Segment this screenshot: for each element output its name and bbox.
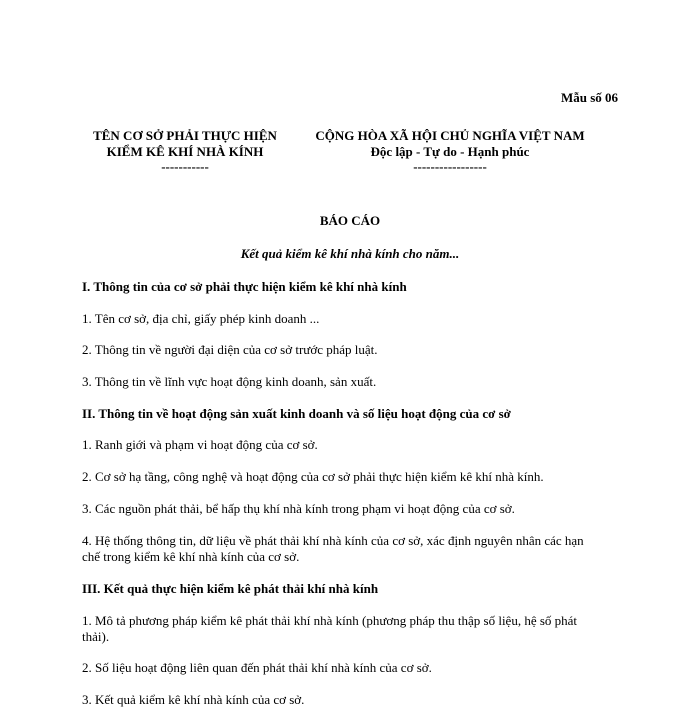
form-number: Mẫu số 06 — [560, 90, 618, 105]
national-motto: Độc lập - Tự do - Hạnh phúc — [370, 144, 530, 159]
section-1-item-1: 1. Tên cơ sở, địa chỉ, giấy phép kinh doanh ... — [82, 311, 320, 326]
organization-divider: ----------- — [161, 159, 209, 174]
document-title: BÁO CÁO — [319, 213, 381, 228]
national-divider: ----------------- — [413, 159, 487, 174]
section-3-item-3: 3. Kết quả kiểm kê khí nhà kính của cơ sở. — [82, 692, 305, 707]
national-header — [295, 128, 605, 174]
section-3-item-1-line-1: 1. Mô tả phương pháp kiểm kê phát thải khí nhà kính (phương pháp thu thập số liệu, hệ số phát — [82, 613, 578, 628]
section-3-item-2: 2. Số liệu hoạt động liên quan đến phát thải khí nhà kính của cơ sở. — [82, 660, 432, 675]
section-1-item-3: 3. Thông tin về lĩnh vực hoạt động kinh doanh, sản xuất. — [82, 374, 377, 389]
organization-header — [70, 128, 300, 174]
section-2-item-2: 2. Cơ sở hạ tầng, công nghệ và hoạt động của cơ sở phải thực hiện kiểm kê khí nhà kính. — [82, 469, 544, 484]
section-2-item-4-line-2: chế trong kiểm kê khí nhà kính của cơ sở. — [82, 549, 300, 564]
section-2-item-1: 1. Ranh giới và phạm vi hoạt động của cơ sở. — [82, 437, 318, 452]
section-3-item-1-line-2: thải). — [82, 629, 110, 644]
organization-name-line-2: KIỂM KÊ KHÍ NHÀ KÍNH — [106, 144, 264, 159]
section-2-item-4-line-1: 4. Hệ thống thông tin, dữ liệu về phát thải khí nhà kính của cơ sở, xác định nguyên nhân các hạn — [82, 533, 584, 548]
section-2-item-3: 3. Các nguồn phát thải, bể hấp thụ khí nhà kính trong phạm vi hoạt động của cơ sở. — [82, 501, 515, 516]
section-2-heading: II. Thông tin về hoạt động sản xuất kinh doanh và số liệu hoạt động của cơ sở — [82, 406, 511, 421]
document-subtitle: Kết quả kiểm kê khí nhà kính cho năm... — [240, 246, 460, 261]
section-1-item-2: 2. Thông tin về người đại diện của cơ sở trước pháp luật. — [82, 342, 378, 357]
organization-name-line-1: TÊN CƠ SỞ PHẢI THỰC HIỆN — [93, 128, 277, 143]
national-title: CỘNG HÒA XÃ HỘI CHỦ NGHĨA VIỆT NAM — [315, 128, 585, 143]
section-1-heading: I. Thông tin của cơ sở phải thực hiện kiểm kê khí nhà kính — [82, 279, 407, 294]
section-3-heading: III. Kết quả thực hiện kiểm kê phát thải khí nhà kính — [82, 581, 379, 596]
